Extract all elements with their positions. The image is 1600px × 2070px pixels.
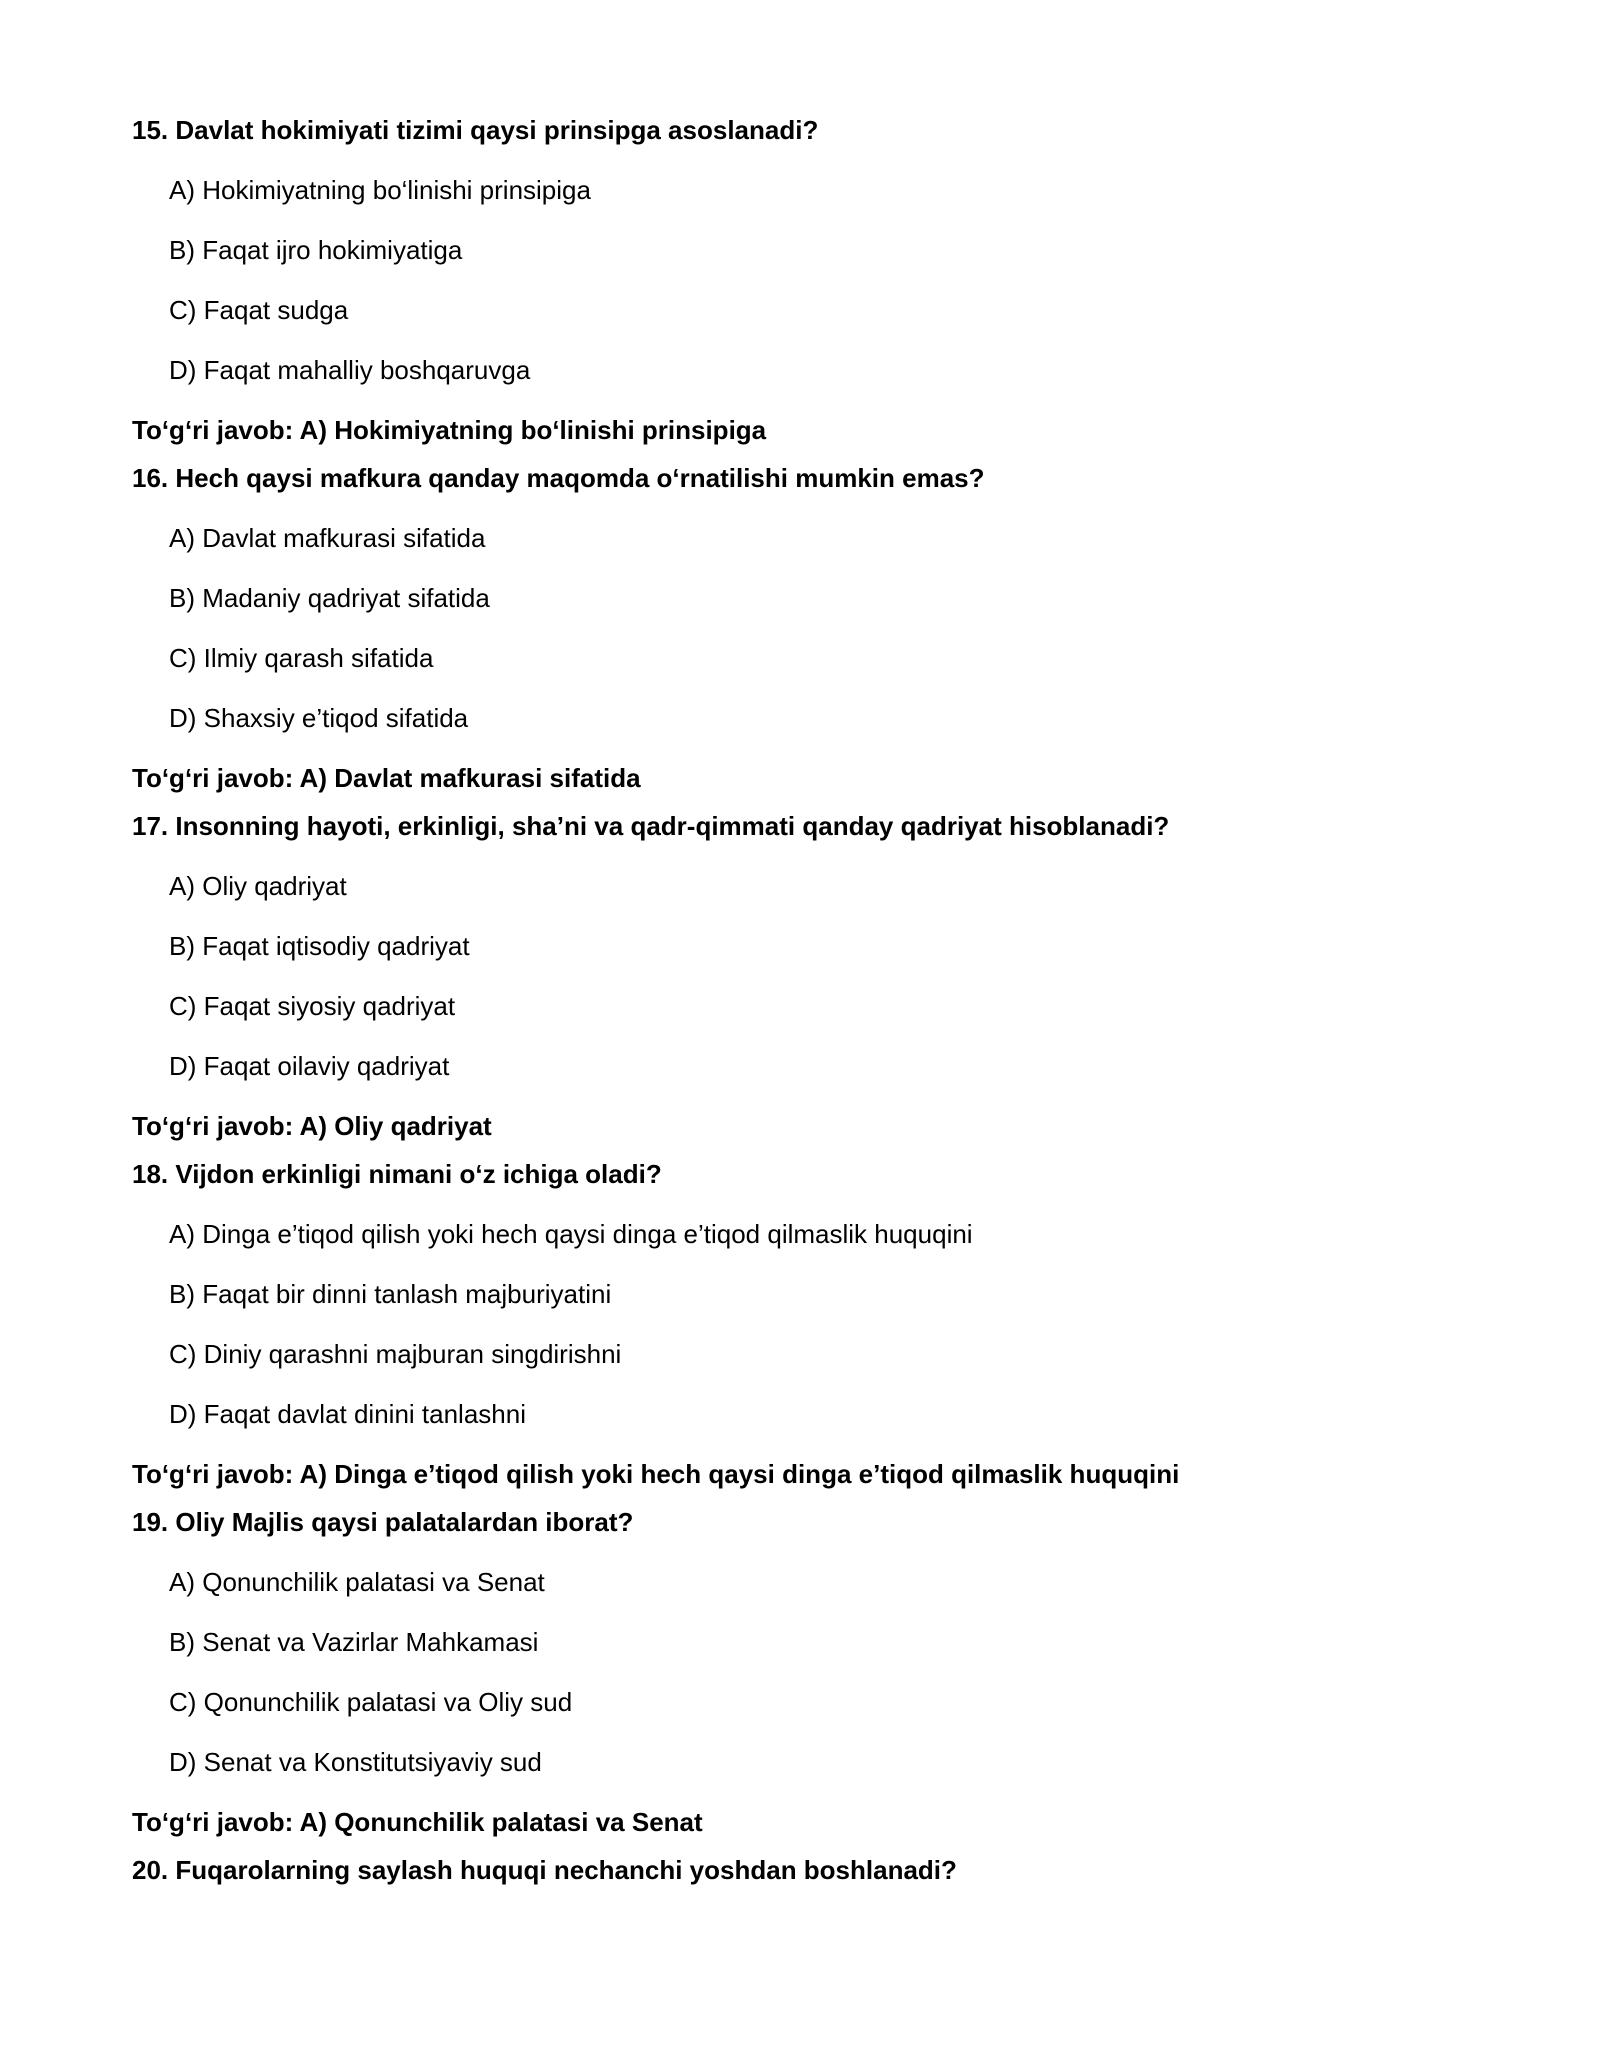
answer-option: B) Faqat ijro hokimiyatiga [169,235,463,265]
correct-answer: To‘g‘ri javob: A) Oliy qadriyat [132,1111,492,1141]
answer-option: A) Qonunchilik palatasi va Senat [169,1567,545,1597]
question-title: 18. Vijdon erkinligi nimani o‘z ichiga oladi? [132,1159,662,1189]
correct-answer: To‘g‘ri javob: A) Qonunchilik palatasi va Senat [132,1807,703,1837]
answer-option: C) Faqat sudga [169,295,349,325]
answer-option: D) Faqat mahalliy boshqaruvga [169,355,531,385]
answer-option: D) Shaxsiy e’tiqod sifatida [169,703,469,733]
answer-option: C) Qonunchilik palatasi va Oliy sud [169,1687,573,1717]
answer-option: B) Faqat iqtisodiy qadriyat [169,931,470,961]
correct-answer: To‘g‘ri javob: A) Davlat mafkurasi sifatida [132,763,641,793]
question-title: 17. Insonning hayoti, erkinligi, sha’ni va qadr-qimmati qanday qadriyat hisoblanadi? [132,811,1170,841]
question-title: 20. Fuqarolarning saylash huquqi nechanchi yoshdan boshlanadi? [132,1855,957,1885]
answer-option: A) Hokimiyatning bo‘linishi prinsipiga [169,175,591,205]
correct-answer: To‘g‘ri javob: A) Hokimiyatning bo‘linishi prinsipiga [132,415,767,445]
question-title: 19. Oliy Majlis qaysi palatalardan iborat? [132,1507,634,1537]
answer-option: A) Oliy qadriyat [169,871,347,901]
answer-option: B) Faqat bir dinni tanlash majburiyatini [169,1279,612,1309]
question-title: 15. Davlat hokimiyati tizimi qaysi prinsipga asoslanadi? [132,115,819,145]
answer-option: C) Ilmiy qarash sifatida [169,643,434,673]
answer-option: B) Madaniy qadriyat sifatida [169,583,490,613]
answer-option: D) Senat va Konstitutsiyaviy sud [169,1747,542,1777]
answer-option: D) Faqat davlat dinini tanlashni [169,1399,526,1429]
question-title: 16. Hech qaysi mafkura qanday maqomda o‘rnatilishi mumkin emas? [132,463,985,493]
answer-option: D) Faqat oilaviy qadriyat [169,1051,450,1081]
answer-option: A) Davlat mafkurasi sifatida [169,523,486,553]
answer-option: B) Senat va Vazirlar Mahkamasi [169,1627,539,1657]
answer-option: C) Diniy qarashni majburan singdirishni [169,1339,622,1369]
correct-answer: To‘g‘ri javob: A) Dinga e’tiqod qilish yoki hech qaysi dinga e’tiqod qilmaslik huquqini [132,1459,1180,1489]
answer-option: C) Faqat siyosiy qadriyat [169,991,456,1021]
answer-option: A) Dinga e’tiqod qilish yoki hech qaysi dinga e’tiqod qilmaslik huquqini [169,1219,973,1249]
